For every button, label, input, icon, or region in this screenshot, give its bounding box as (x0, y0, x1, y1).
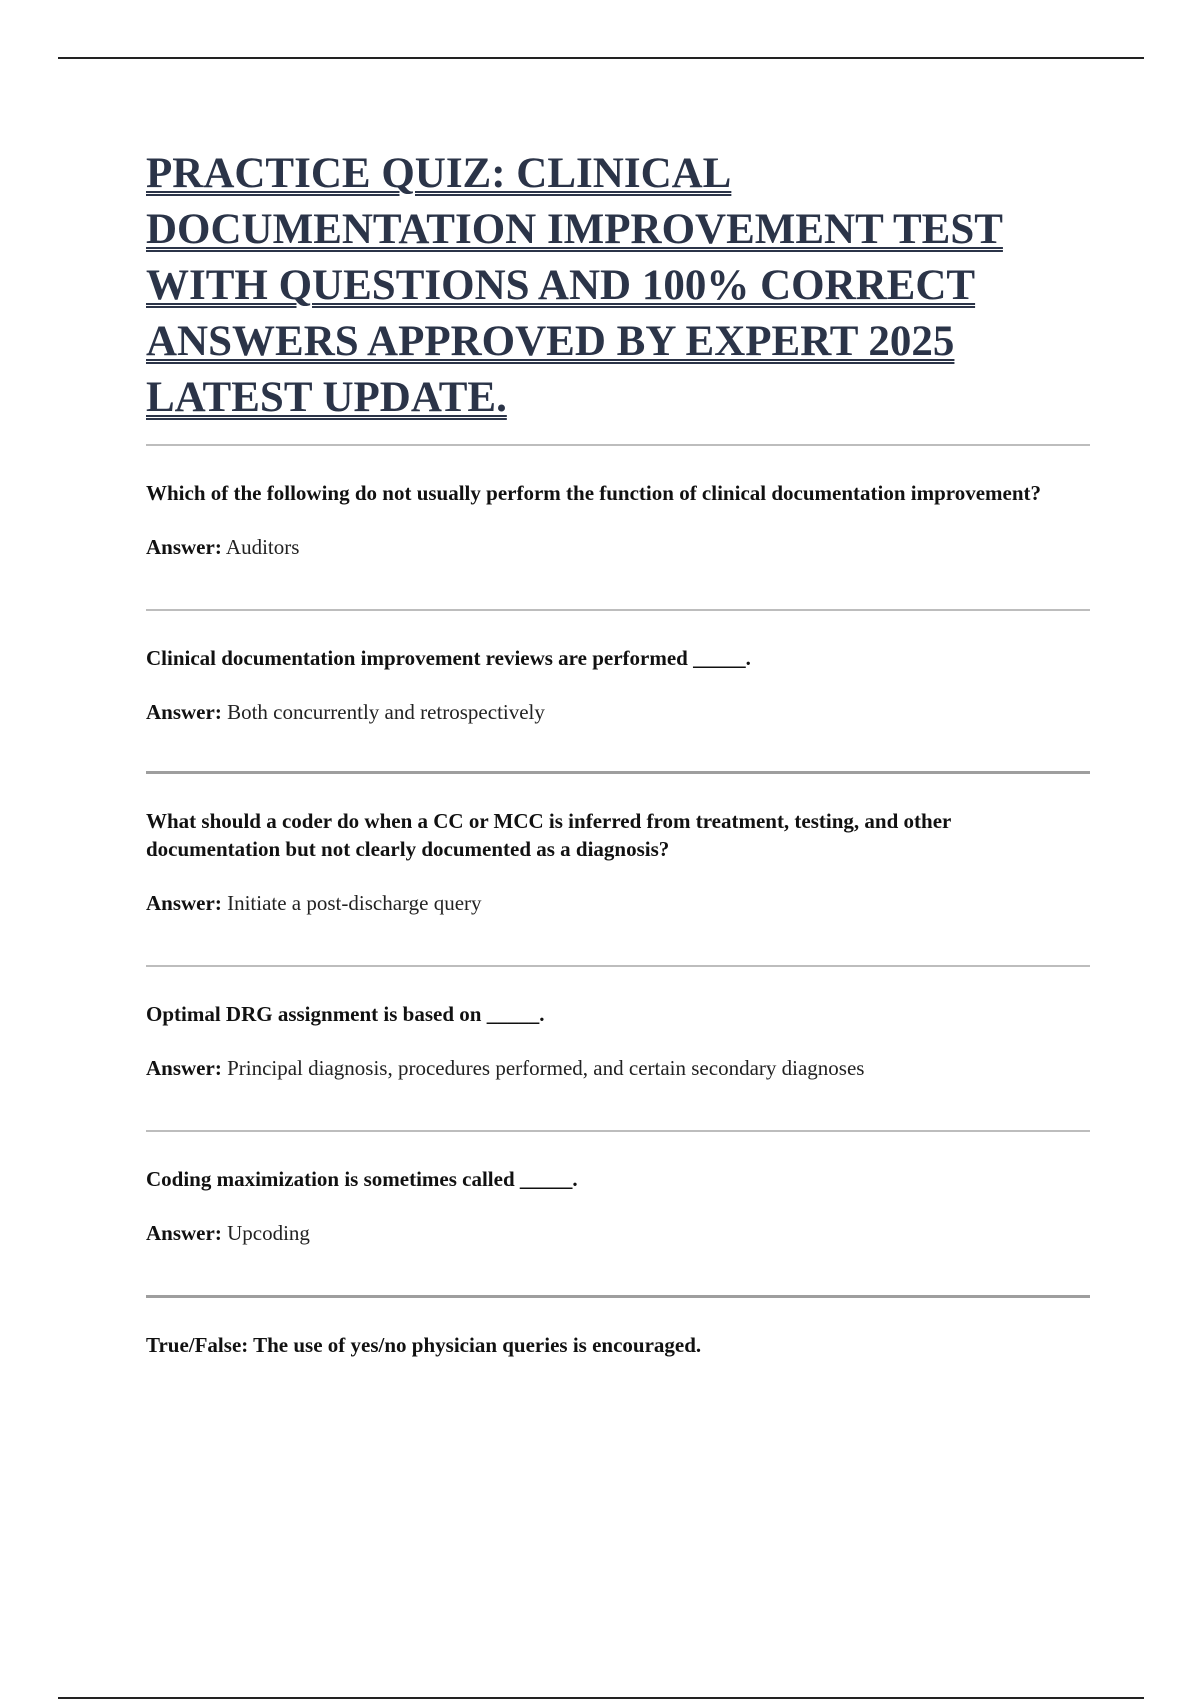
question-text: Coding maximization is sometimes called _____. (146, 1167, 578, 1191)
answer-line (146, 1219, 1090, 1247)
answer-text: Initiate a post-discharge query (227, 891, 482, 915)
qa-item-6 (146, 1298, 1090, 1359)
answer-line (146, 1054, 1090, 1082)
qa-item-5 (146, 1132, 1090, 1295)
question-text: What should a coder do when a CC or MCC is inferred from treatment, testing, and other documentation but not clearly documented as a diagnosis? (146, 809, 951, 861)
answer-text: Both concurrently and retrospectively (227, 700, 545, 724)
answer-line (146, 889, 1090, 917)
document-body (146, 146, 1090, 1359)
answer-label: Answer: (146, 1056, 222, 1080)
qa-item-3 (146, 774, 1090, 965)
answer-line (146, 533, 1090, 561)
answer-line (146, 698, 1090, 726)
answer-text: Upcoding (227, 1221, 310, 1245)
answer-label: Answer: (146, 535, 222, 559)
document-title: PRACTICE QUIZ: CLINICAL DOCUMENTATION IMPROVEMENT TEST WITH QUESTIONS AND 100% CORRECT ANSWERS APPROVED BY EXPERT 2025 LATEST UPDATE. (146, 150, 1003, 421)
question-text: Optimal DRG assignment is based on _____. (146, 1002, 545, 1026)
page-bottom-rule (58, 1697, 1144, 1699)
qa-item-2 (146, 611, 1090, 771)
qa-item-4 (146, 967, 1090, 1130)
question-text: True/False: The use of yes/no physician queries is encouraged. (146, 1333, 702, 1357)
page-top-rule (58, 57, 1144, 59)
answer-text: Auditors (225, 535, 300, 559)
answer-label: Answer: (146, 700, 222, 724)
qa-item-1 (146, 446, 1090, 609)
answer-text: Principal diagnosis, procedures performed, and certain secondary diagnoses (227, 1056, 865, 1080)
answer-label: Answer: (146, 891, 222, 915)
question-text: Which of the following do not usually perform the function of clinical documentation improvement? (146, 481, 1042, 505)
question-text: Clinical documentation improvement reviews are performed _____. (146, 646, 751, 670)
answer-label: Answer: (146, 1221, 222, 1245)
